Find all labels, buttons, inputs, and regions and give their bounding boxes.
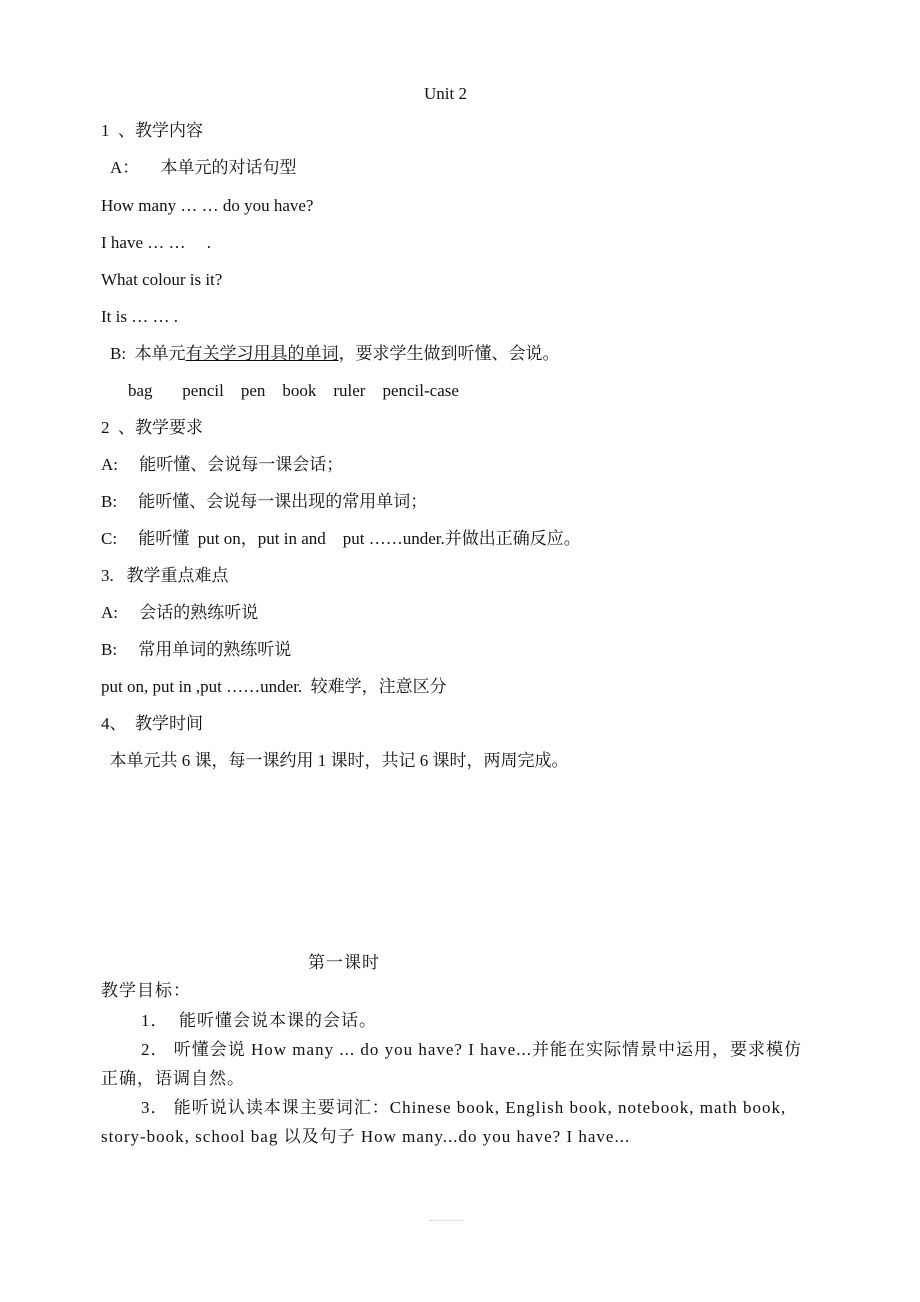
goals-heading: 教学目标：: [101, 981, 191, 1000]
goal-1: 1． 能听懂会说本课的会话。: [141, 1011, 377, 1030]
section2-item-b: B: 能听懂、会说每一课出现的常用单词；: [101, 492, 428, 511]
section3-note: put on, put in ,put ……under. 较难学，注意区分: [101, 677, 447, 696]
goal-2: 2． 听懂会说 How many ... do you have? I have...并能在实际情景中运用，要求模仿正确，语调自然。: [101, 1040, 802, 1088]
section2-item-c: C: 能听懂 put on，put in and put ……under.并做出正确反应。: [101, 529, 581, 548]
sentence-3: What colour is it?: [101, 270, 223, 289]
section4-heading: 4、 教学时间: [101, 714, 203, 733]
b-underlined-text: 有关学习用具的单词: [185, 344, 339, 363]
sentence-1: How many … … do you have?: [101, 196, 314, 215]
section1-b-line: [110, 344, 560, 364]
section3-item-b: B: 常用单词的熟练听说: [101, 640, 292, 659]
section2-heading: 2 、教学要求: [101, 418, 203, 437]
section1-heading: 1 、教学内容: [101, 121, 203, 140]
vocabulary-words: bag pencil pen book ruler pencil-case: [128, 381, 459, 400]
section2-item-a: A: 能听懂、会说每一课会话；: [101, 455, 344, 474]
section3-heading: 3. 教学重点难点: [101, 566, 229, 585]
page-footer-mark: [430, 1220, 464, 1223]
section1-a-label: A： 本单元的对话句型: [110, 158, 297, 177]
b-suffix: ，要求学生做到听懂、会说。: [338, 344, 560, 363]
section3-item-a: A: 会话的熟练听说: [101, 603, 259, 622]
unit-title: Unit 2: [424, 84, 467, 103]
sentence-2: I have … … .: [101, 233, 212, 252]
b-prefix: B: 本单元: [110, 344, 186, 363]
sentence-4: It is … … .: [101, 307, 178, 326]
section4-text: 本单元共 6 课，每一课约用 1 课时，共记 6 课时，两周完成。: [101, 751, 569, 770]
lesson1-title: 第一课时: [308, 953, 380, 972]
goal-3: 3． 能听说认读本课主要词汇：Chinese book, English book, notebook, math book, story-book, school bag 以及句子 How many...do you have? I have...: [101, 1098, 787, 1146]
